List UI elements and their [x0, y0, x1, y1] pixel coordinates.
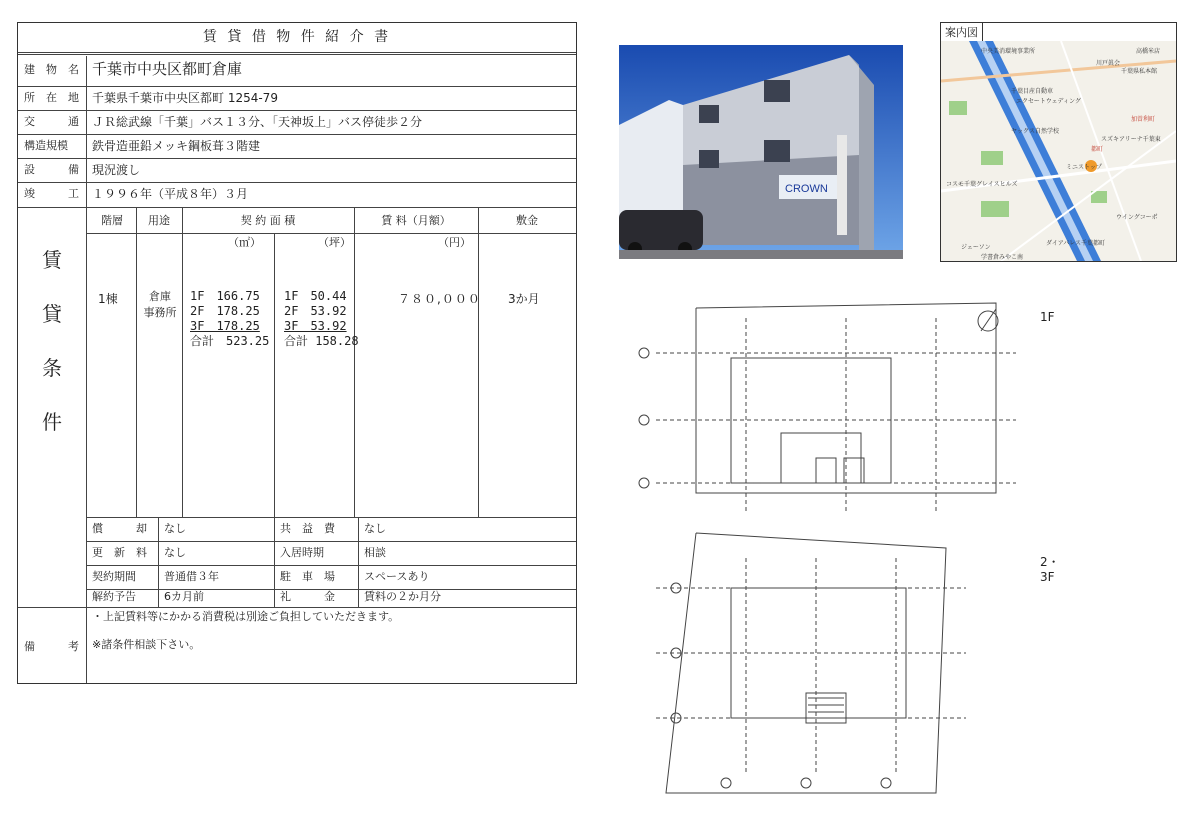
header-floor: 階層: [101, 214, 123, 227]
term-label: 更 新 料: [92, 546, 147, 559]
area-tsubo-line: 2F 53.92: [284, 304, 347, 318]
area-tsubo-line: 3F 53.92: [284, 319, 347, 333]
area-m2-line: 合計 523.25: [190, 334, 270, 348]
sign-text: CROWN: [785, 183, 828, 195]
divider: [274, 233, 275, 517]
term-label: 駐 車 場: [280, 570, 335, 583]
row-label: 設 備: [24, 163, 79, 176]
term-value: なし: [364, 522, 386, 535]
divider: [358, 517, 359, 607]
divider: [86, 517, 576, 518]
map-title: 案内図: [941, 23, 983, 42]
area-tsubo-line: 合計 158.28: [284, 334, 359, 348]
term-value: なし: [164, 522, 186, 535]
map-label: 川戸眞会: [1096, 60, 1121, 67]
term-label: 礼 金: [280, 590, 335, 603]
location-map: [940, 22, 1177, 262]
usage-value: [138, 289, 182, 321]
unit-tsubo: （坪）: [318, 236, 351, 249]
usage-line: 事務所: [143, 306, 177, 319]
plan-label-2-3f: 2・3F: [1040, 555, 1060, 584]
map-label: ヤックス自然学校: [1011, 128, 1059, 135]
divider: [478, 207, 479, 517]
row-label: 構造規模: [24, 139, 68, 152]
map-label: 千葉目産自動車: [1011, 88, 1054, 95]
map-label: 千葉県私本館: [1121, 68, 1158, 75]
building-photo: [619, 45, 903, 259]
lease-char: 件: [42, 410, 62, 434]
info-row: [18, 182, 576, 208]
divider: [86, 56, 87, 207]
lease-char: 条: [42, 356, 62, 380]
divider: [86, 541, 576, 542]
building-photo-image: [619, 45, 903, 259]
divider: [86, 517, 87, 683]
divider: [136, 207, 137, 517]
document-title: 賃 貸 借 物 件 紹 介 書: [202, 29, 392, 45]
map-label: ミニストップ: [1066, 164, 1102, 171]
divider: [274, 517, 275, 607]
divider: [182, 207, 183, 517]
map-label: 都町: [1091, 146, 1104, 153]
floor-plan-drawing: [636, 293, 1056, 803]
map-label: スズキアリーナ千葉東: [1101, 136, 1161, 143]
term-label: 契約期間: [92, 570, 136, 583]
row-label: 所 在 地: [24, 91, 79, 104]
remarks-line: ・上記賃料等にかかる消費税は別途ご負担していただきます。: [92, 610, 400, 623]
header-usage: 用途: [148, 214, 170, 227]
address-value: 千葉県千葉市中央区都町 1254-79: [92, 91, 278, 105]
term-label: 共 益 費: [280, 522, 335, 535]
divider: [86, 207, 87, 517]
row-label: 竣 工: [24, 187, 79, 200]
divider: [354, 207, 355, 517]
usage-line: 倉庫: [149, 290, 171, 303]
divider: [158, 517, 159, 607]
completion-value: １９９６年（平成８年）３月: [92, 187, 249, 201]
map-label: 加曽利町: [1131, 116, 1156, 123]
rent-value: ７８０,０００: [398, 292, 481, 306]
header-rent: 賃 料（月額）: [381, 214, 451, 227]
map-label: ジェーソン: [961, 244, 991, 251]
term-value: 普通借３年: [164, 570, 219, 583]
plan-label-1f: 1F: [1040, 310, 1055, 324]
lease-char: 賃: [42, 248, 62, 272]
term-value: 6カ月前: [164, 590, 204, 603]
divider: [86, 565, 576, 566]
equipment-value: 現況渡し: [92, 163, 141, 177]
info-row: [18, 158, 576, 183]
term-value: 相談: [364, 546, 386, 559]
structure-value: 鉄骨造亜鉛メッキ鋼板葺３階建: [92, 139, 261, 153]
info-row: [18, 110, 576, 135]
floors-value: 1棟: [98, 292, 118, 306]
info-row: [18, 56, 576, 87]
floor-plans: [636, 293, 1060, 803]
remarks-label: 備 考: [24, 640, 79, 653]
term-value: なし: [164, 546, 186, 559]
access-value: ＪＲ総武線「千葉」バス１３分、「天神坂上」バス停徒歩２分: [92, 115, 423, 129]
map-label: 学書倉みやこ南: [981, 254, 1024, 261]
lease-char: 貸: [42, 302, 62, 326]
term-label: 入居時期: [280, 546, 324, 559]
map-label: ウイングコーポ: [1116, 214, 1158, 221]
unit-yen: （円）: [438, 236, 471, 249]
property-introduction-sheet: [17, 22, 577, 684]
area-m2-line: 3F 178.25: [190, 319, 260, 333]
lease-conditions-label: [18, 233, 86, 449]
info-row: [18, 134, 576, 159]
term-value: スペースあり: [364, 570, 430, 583]
area-m2-line: 2F 178.25: [190, 304, 260, 318]
map-label: コスモ千葉グレイスヒルズ: [946, 181, 1018, 188]
row-label: 交 通: [24, 115, 79, 128]
divider: [18, 54, 576, 55]
area-tsubo-list: [284, 289, 359, 349]
unit-m2: （㎡）: [228, 236, 261, 249]
map-label: 高橋米店: [1136, 48, 1161, 55]
header-area: 契 約 面 積: [240, 214, 296, 227]
map-label: 中央美消環境事業所: [981, 48, 1036, 55]
row-label: 建 物 名: [24, 63, 79, 76]
info-row: [18, 86, 576, 111]
area-m2-line: 1F 166.75: [190, 289, 260, 303]
term-label: 償 却: [92, 522, 147, 535]
term-label: 解約予告: [92, 590, 136, 603]
map-label: ダイアパレス千葉都町: [1046, 240, 1106, 247]
term-value: 賃料の２か月分: [364, 590, 441, 603]
header-deposit: 敷金: [516, 214, 538, 227]
map-label: エクセートウェディング: [1016, 98, 1081, 105]
title-row: [18, 23, 576, 53]
map-image: [941, 41, 1176, 261]
deposit-value: 3か月: [508, 292, 540, 306]
area-m2-list: [190, 289, 269, 349]
area-tsubo-line: 1F 50.44: [284, 289, 347, 303]
building-name: 千葉市中央区都町倉庫: [92, 60, 243, 78]
remarks-line: ※諸条件相談下さい。: [92, 638, 201, 651]
